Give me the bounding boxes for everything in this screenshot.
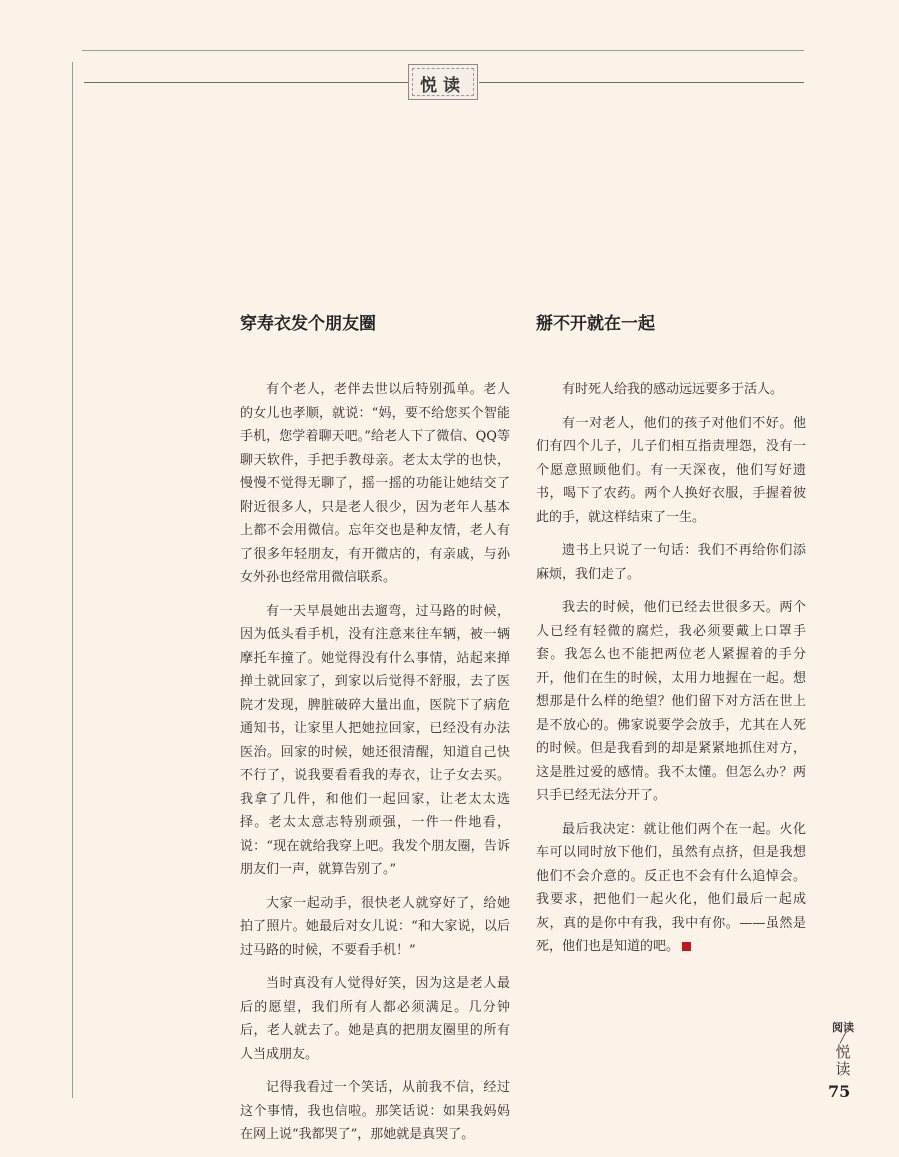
paragraph: 有一天早晨她出去遛弯，过马路的时候，因为低头看手机，没有注意来往车辆，被一辆摩托车撞了。她觉得没有什么事情，站起来掸掸土就回家了，到家以后觉得不舒服，去了医院才发现，脾脏破碎大量出血，医院下了病危通知书，让家里人把她拉回家，已经没有办法医治。回家的时候，她还很清醒，知道自己快不行了，说我要看看我的寿衣，让子女去买。我拿了几件，和他们一起回家，让老太太选择。老太太意志特别顽强，一件一件地看，说：“现在就给我穿上吧。我发个朋友圈，告诉朋友们一声，就算告别了。” [240, 603, 510, 877]
article-title: 掰不开就在一起 [536, 314, 655, 334]
slash-divider: ╱ [839, 1033, 847, 1044]
magazine-name-bottom: 悦读 [835, 1043, 851, 1078]
page-number: 75 [828, 1082, 851, 1101]
paragraph: 我去的时候，他们已经去世很多天。两个人已经有轻微的腐烂，我必须要戴上口罩手套。我怎么也不能把两位老人紧握着的手分开，他们在生的时候，太用力地握在一起。想想那是什么样的绝望？他们留下对方活在世上是不放心的。佛家说要学会放手，尤其在人死的时候。但是我看到的却是紧紧地抓住对方，这是胜过爱的感情。我不太懂。但怎么办？两只手已经无法分开了。 [536, 600, 806, 803]
paragraph: 遗书上只说了一句话：我们不再给你们添麻烦，我们走了。 [536, 543, 806, 582]
paragraph: 记得我看过一个笑话，从前我不信，经过这个事情，我也信啦。那笑话说：如果我妈妈在网上说“我都哭了”，那她就是真哭了。 [240, 1080, 510, 1142]
section-rule-left [84, 82, 408, 83]
paragraph: 当时真没有人觉得好笑，因为这是老人最后的愿望，我们所有人都必须满足。几分钟后，老人就去了。她是真的把朋友圈里的所有人当成朋友。 [240, 976, 510, 1062]
magazine-name [832, 1022, 854, 1078]
article-title: 穿寿衣发个朋友圈 [240, 314, 376, 334]
article-left [240, 312, 510, 1157]
paragraph-last [536, 818, 806, 959]
end-mark-icon [682, 942, 691, 951]
section-rule-right [479, 82, 804, 83]
section-badge [408, 64, 478, 100]
paragraph: 有一对老人，他们的孩子对他们不好。他们有四个儿子，儿子们相互指责埋怨，没有一个愿意照顾他们。有一天深夜，他们写好遗书，喝下了农药。两个人换好衣服，手握着彼此的手，就这样结束了一生。 [536, 415, 806, 525]
section-label: 悦读 [420, 76, 466, 96]
left-margin-rule [72, 62, 73, 1098]
top-rule [82, 50, 804, 51]
paragraph: 有时死人给我的感动远远要多于活人。 [562, 382, 784, 397]
paragraph: 有个老人，老伴去世以后特别孤单。老人的女儿也孝顺，就说：“妈，要不给您买个智能手机，您学着聊天吧。”给老人下了微信、QQ等聊天软件，手把手教母亲。老太太学的也快，慢慢不觉得无聊了，摇一摇的功能让她结交了附近很多人，只是老人很少，因为老年人基本上都不会用微信。忘年交也是种友情，老人有了很多年轻朋友，有开微店的，有亲戚，与孙女外孙也经常用微信联系。 [240, 382, 510, 585]
article-right [536, 312, 806, 969]
paragraph: 大家一起动手，很快老人就穿好了，给她拍了照片。她最后对女儿说：“和大家说，以后过马路的时候，不要看手机！” [240, 895, 510, 958]
magazine-name-top: 阅读 [832, 1021, 854, 1034]
paragraph-text: 最后我决定：就让他们两个在一起。火化车可以同时放下他们，虽然有点挤，但是我想他们不会介意的。反正也不会有什么追悼会。我要求，把他们一起火化，他们最后一起成灰，真的是你中有我，我中有你。——虽然是死，他们也是知道的吧。 [536, 821, 806, 954]
